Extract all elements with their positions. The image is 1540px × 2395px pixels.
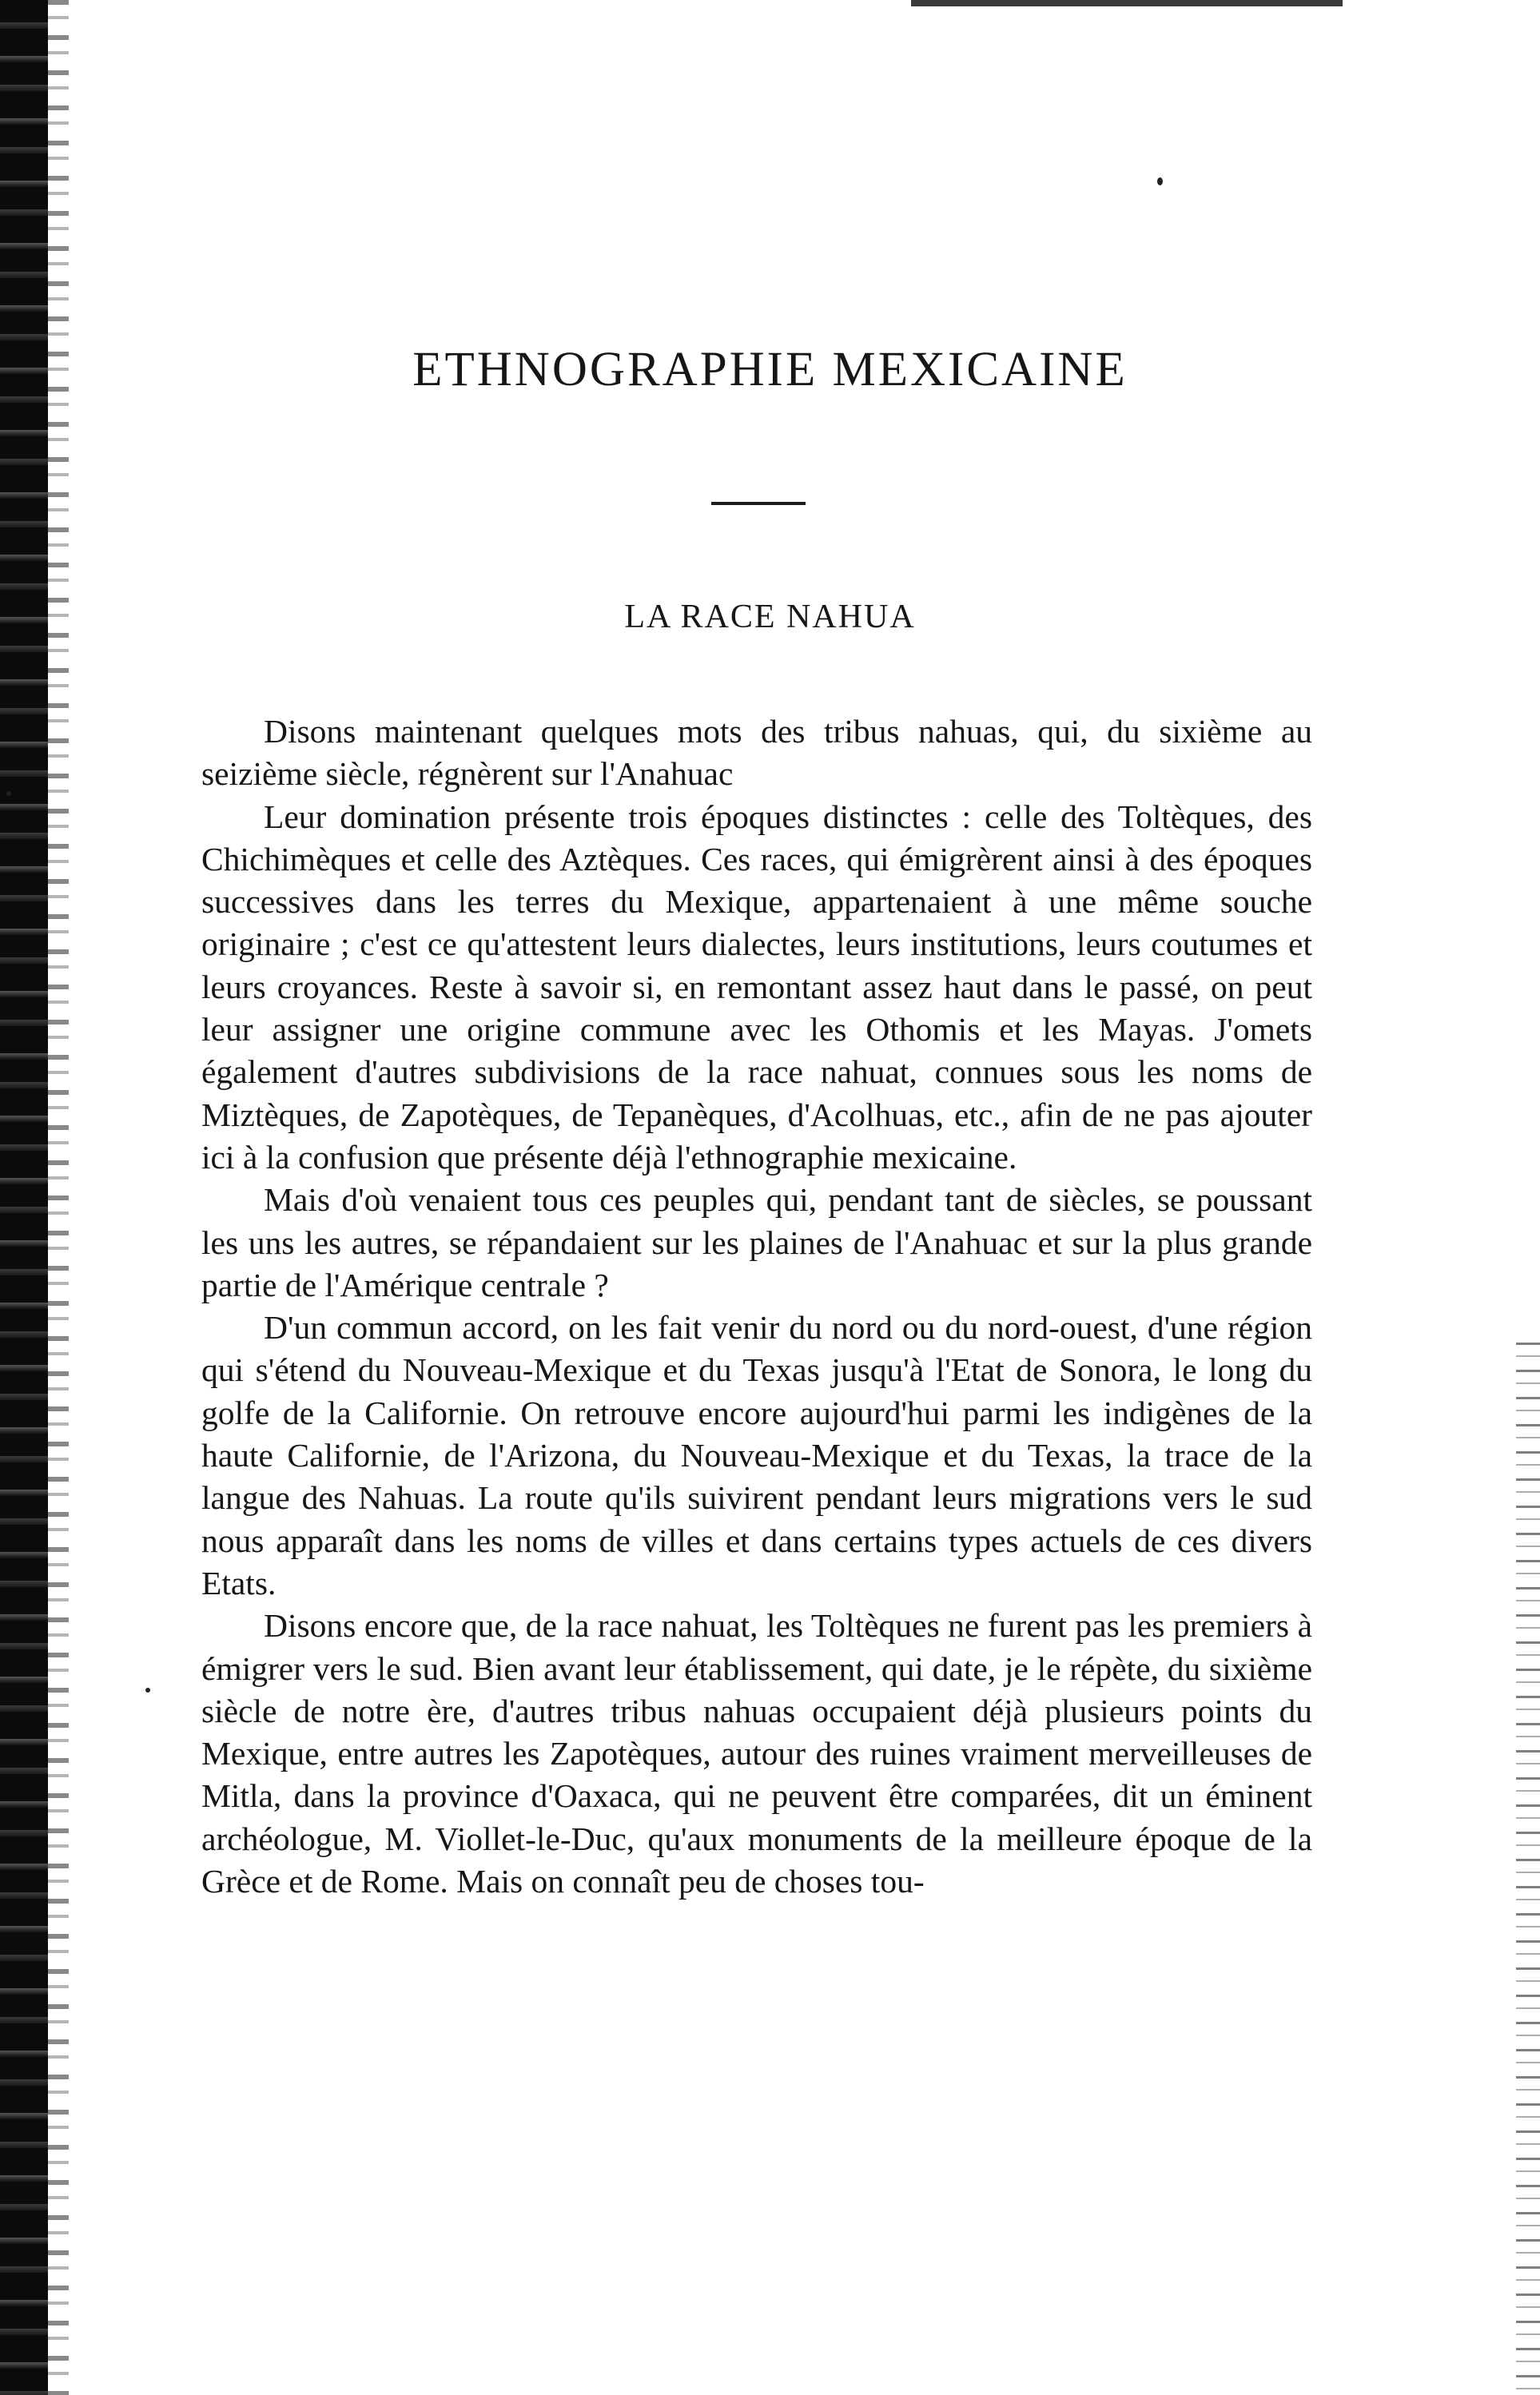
title-divider	[711, 502, 806, 505]
paragraph: Mais d'où venaient tous ces peuples qui, pendant tant de siècles, se poussant les uns les autres, se répandaient sur les plaines de l'Anahuac et sur la plus grande partie de l'Amérique centrale ?	[201, 1181, 1312, 1303]
paragraph: Disons maintenant quelques mots des tribus nahuas, qui, du sixième au seizième siècle, régnèrent sur l'Anahuac	[201, 713, 1312, 793]
body-text	[201, 710, 1312, 1903]
paragraph: Leur domination présente trois époques distinctes : celle des Toltèques, des Chichimèques et celle des Aztèques. Ces races, qui émigrèrent ainsi à des époques successives dans les terres du Mexique, appartenaient à une même souche originaire ; c'est ce qu'attestent leurs dialectes, leurs institutions, leurs coutumes et leurs croyances. Reste à savoir si, en remontant assez haut dans le passé, on peut leur assigner une origine commune avec les Othomis et les Mayas. J'omets également d'autres subdivisions de la race nahuat, connues sous les noms de Miztèques, de Zapotèques, de Tepanèques, d'Acolhuas, etc., afin de ne pas ajouter ici à la confusion que présente déjà l'ethnographie mexicaine.	[201, 798, 1312, 1176]
scan-top-mark	[911, 0, 1343, 6]
scan-speck	[145, 1688, 150, 1693]
paragraph: D'un commun accord, on les fait venir du nord ou du nord-ouest, d'une région qui s'étend du Nouveau-Mexique et du Texas jusqu'à l'Etat de Sonora, le long du golfe de la Californie. On retrouve encore aujourd'hui parmi les indigènes de la haute Californie, de l'Arizona, du Nouveau-Mexique et du Texas, la trace de la langue des Nahuas. La route qu'ils suivirent pendant leurs migrations vers le sud nous apparaît dans les noms de villes et dans certains types actuels de ces divers Etats.	[201, 1309, 1312, 1601]
scan-speck	[6, 791, 11, 796]
page-title: ETHNOGRAPHIE MEXICAINE	[412, 343, 1128, 396]
section-title: LA RACE NAHUA	[624, 599, 916, 635]
paragraph: Disons encore que, de la race nahuat, les Toltèques ne furent pas les premiers à émigrer vers le sud. Bien avant leur établissement, qui date, je le répète, du sixième siècle de notre ère, d'autres tribus nahuas occupaient déjà plusieurs points du Mexique, entre autres les Zapotèques, autour des ruines vraiment merveilleuses de Mitla, dans la province d'Oaxaca, qui ne peuvent être comparées, dit un éminent archéologue, M. Viollet-le-Duc, qu'aux monuments de la meilleure époque de la Grèce et de Rome. Mais on connaît peu de choses tou-	[201, 1607, 1312, 1900]
scan-speck	[1157, 177, 1163, 185]
scan-right-edge	[1516, 1343, 1540, 2395]
